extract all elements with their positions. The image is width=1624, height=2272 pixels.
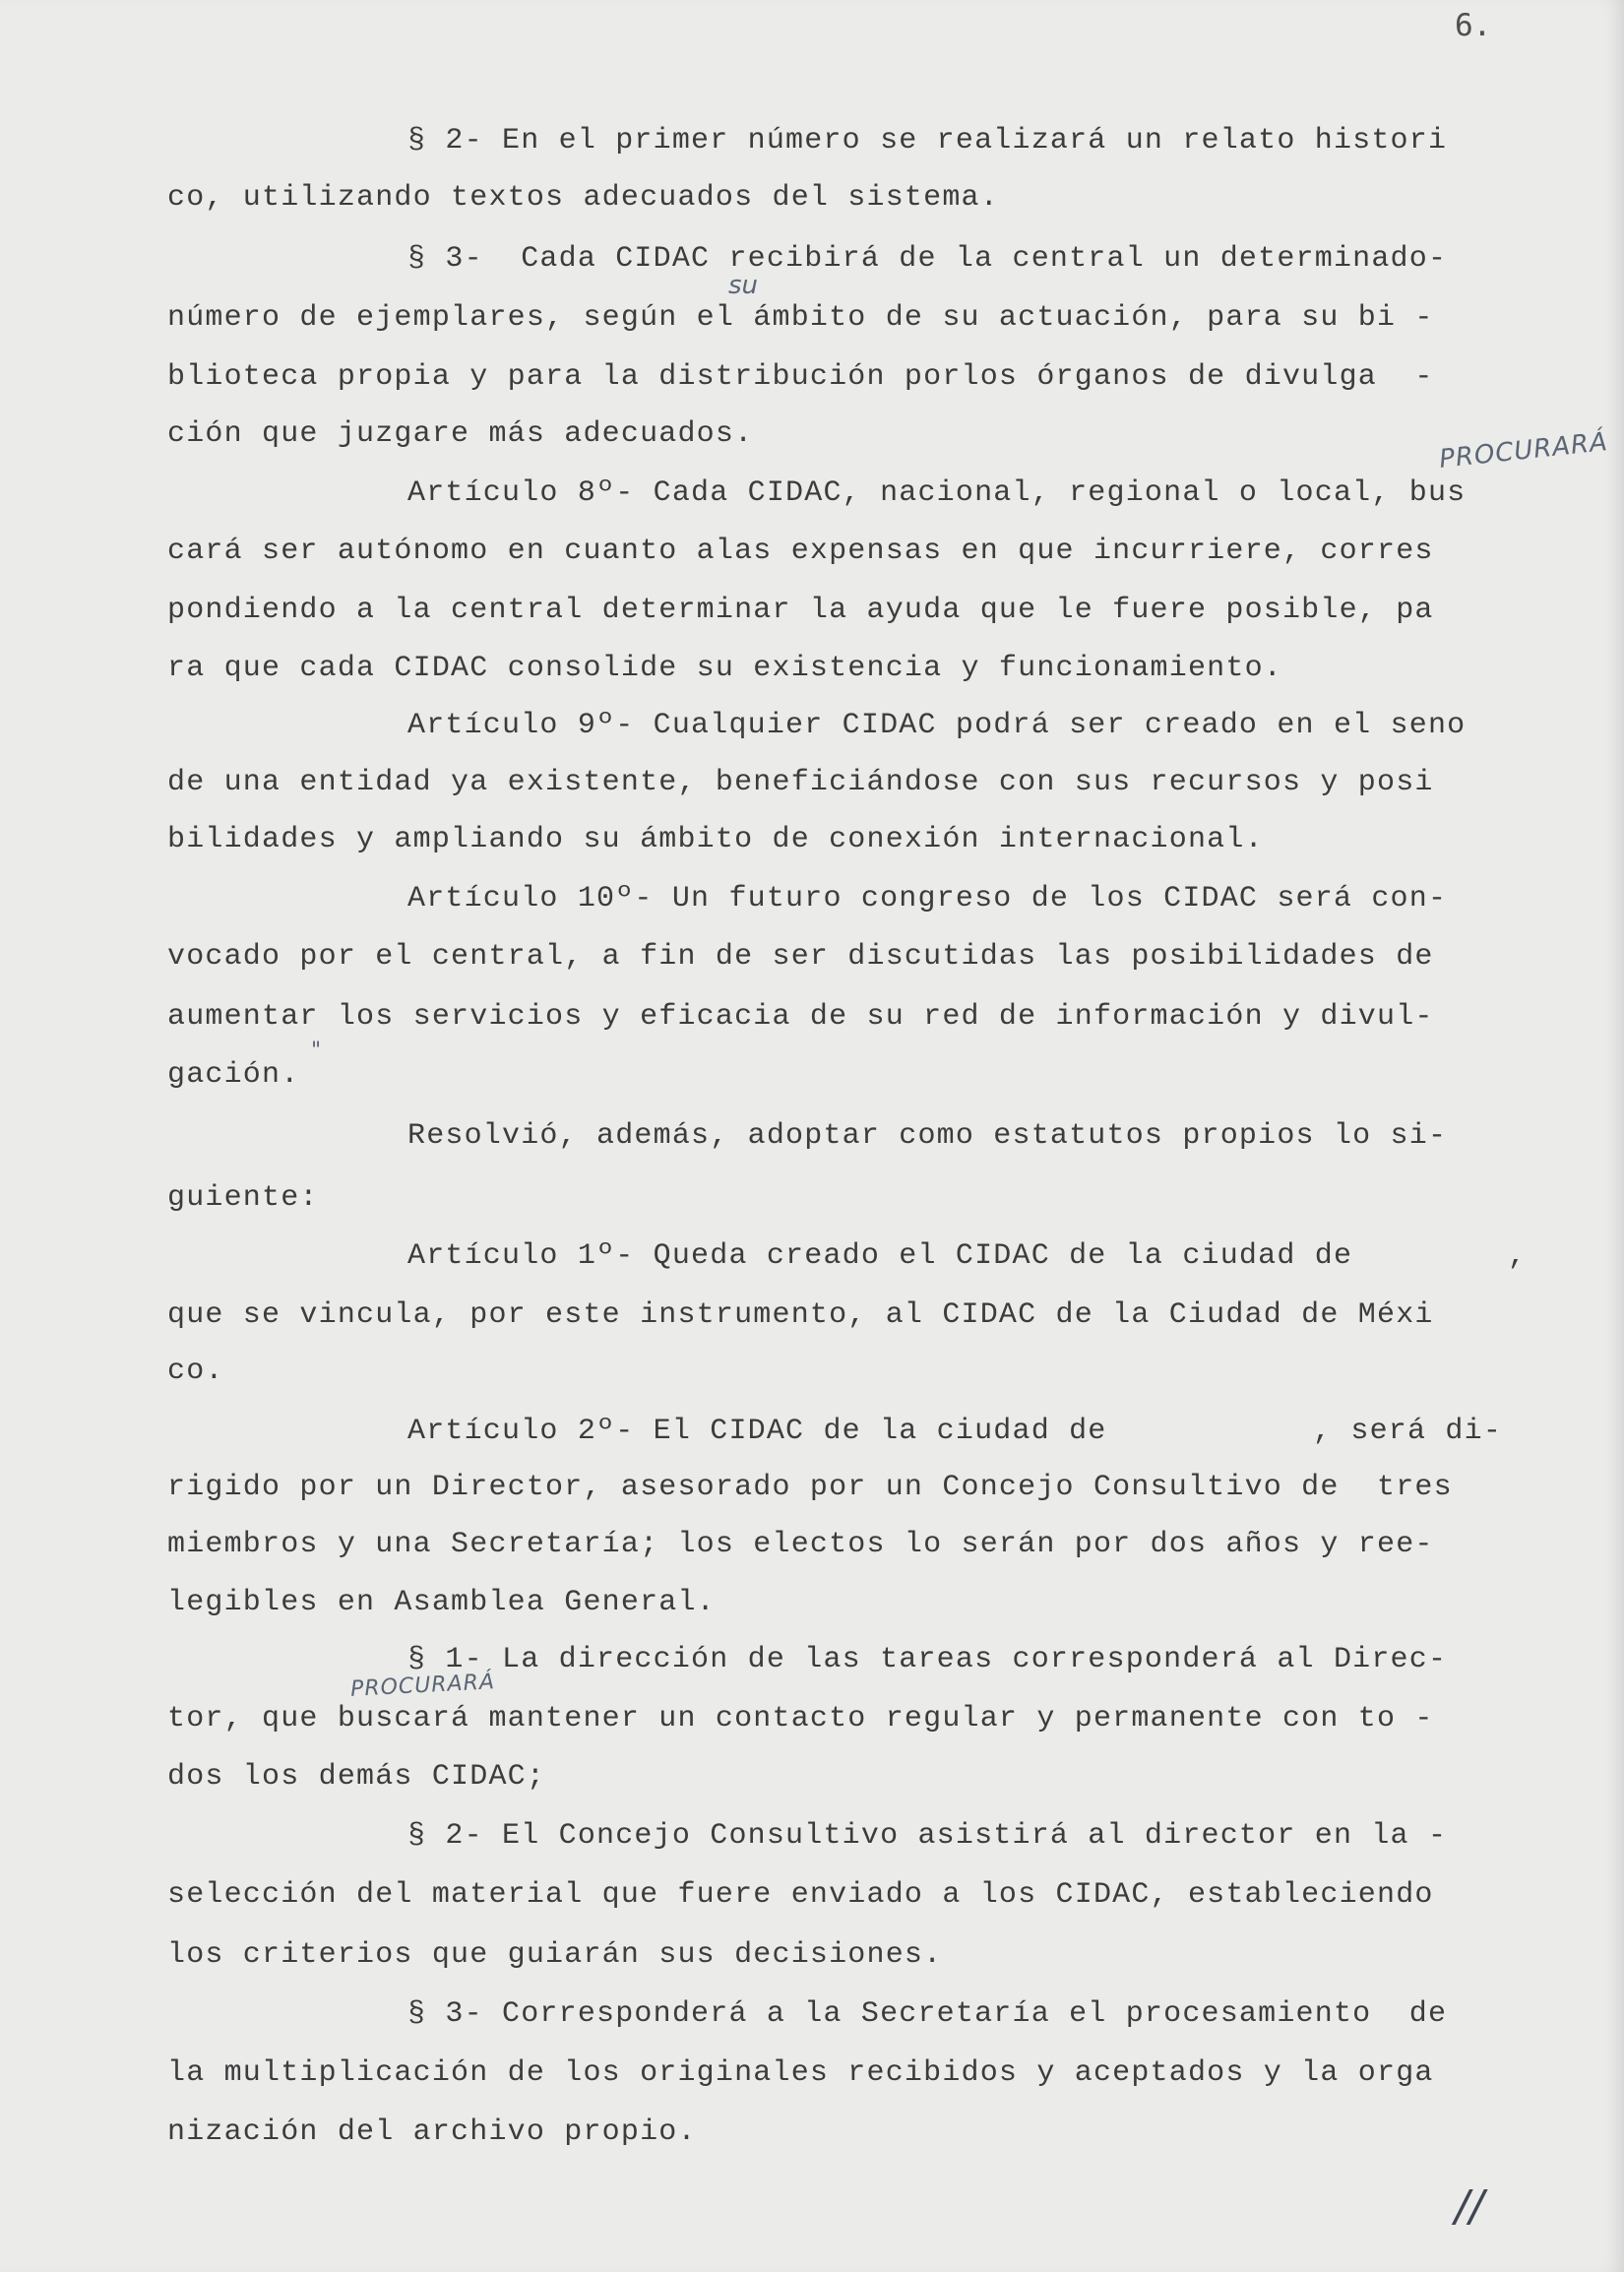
- handwritten-tick: ": [311, 1039, 322, 1063]
- text-line: § 3- Cada CIDAC recibirá de la central un determinado-: [407, 242, 1448, 276]
- text-line: miembros y una Secretaría; los electos lo serán por dos años y ree-: [167, 1528, 1434, 1561]
- text-line: selección del material que fuere enviado a los CIDAC, estableciendo: [167, 1878, 1434, 1912]
- text-line: nización del archivo propio.: [167, 2115, 697, 2149]
- text-line: que se vincula, por este instrumento, al CIDAC de la Ciudad de Méxi: [167, 1298, 1434, 1332]
- text-line: Artículo 10º- Un futuro congreso de los CIDAC será con-: [407, 882, 1448, 915]
- text-line: ción que juzgare más adecuados.: [167, 417, 754, 451]
- text-line: co.: [167, 1355, 224, 1388]
- text-line: de una entidad ya existente, beneficiándose con sus recursos y posi: [167, 766, 1434, 799]
- text-line: § 2- En el primer número se realizará un relato histori: [407, 124, 1448, 158]
- text-line: gación.: [167, 1058, 300, 1092]
- text-line: rigido por un Director, asesorado por un Concejo Consultivo de tres: [167, 1471, 1453, 1504]
- text-line: legibles en Asamblea General.: [167, 1586, 716, 1619]
- text-line: § 2- El Concejo Consultivo asistirá al director en la -: [407, 1819, 1448, 1853]
- text-line: vocado por el central, a fin de ser discutidas las posibilidades de: [167, 940, 1434, 974]
- text-line: bilidades y ampliando su ámbito de conexión internacional.: [167, 823, 1264, 856]
- text-line: Artículo 8º- Cada CIDAC, nacional, regional o local, bus: [407, 476, 1467, 510]
- handwritten-annotation: PROCURARÁ: [349, 1670, 496, 1702]
- text-line: Artículo 9º- Cualquier CIDAC podrá ser creado en el seno: [407, 709, 1467, 742]
- handwritten-annotation: PROCURARÁ: [1437, 427, 1610, 474]
- text-line: blioteca propia y para la distribución porlos órganos de divulga -: [167, 360, 1434, 394]
- handwritten-annotation: su: [728, 271, 759, 300]
- text-line: pondiendo a la central determinar la ayuda que le fuere posible, pa: [167, 594, 1434, 627]
- text-line-tail: , será di-: [1313, 1415, 1503, 1448]
- text-line: cará ser autónomo en cuanto alas expensas en que incurriere, corres: [167, 535, 1434, 568]
- continuation-mark: //: [1455, 2181, 1484, 2232]
- text-line: Artículo 2º- El CIDAC de la ciudad de: [407, 1415, 1107, 1448]
- text-line: la multiplicación de los originales recibidos y aceptados y la orga: [167, 2056, 1434, 2090]
- text-line: Artículo 1º- Queda creado el CIDAC de la ciudad de: [407, 1239, 1353, 1273]
- text-line: los criterios que guiarán sus decisiones.: [167, 1938, 943, 1972]
- text-line: § 3- Corresponderá a la Secretaría el procesamiento de: [407, 1997, 1448, 2031]
- text-line: guiente:: [167, 1181, 319, 1215]
- text-line: aumentar los servicios y eficacia de su red de información y divul-: [167, 1000, 1434, 1034]
- blank-field-comma: ,: [1508, 1239, 1528, 1273]
- text-line: número de ejemplares, según el ámbito de su actuación, para su bi -: [167, 301, 1434, 335]
- page-number: 6.: [1455, 8, 1492, 43]
- text-line: Resolvió, además, adoptar como estatutos propios lo si-: [407, 1119, 1448, 1153]
- text-line: co, utilizando textos adecuados del sistema.: [167, 181, 999, 215]
- text-line: dos los demás CIDAC;: [167, 1760, 546, 1794]
- text-line: tor, que buscará mantener un contacto regular y permanente con to -: [167, 1702, 1434, 1736]
- text-line: § 1- La dirección de las tareas corresponderá al Direc-: [407, 1643, 1448, 1676]
- text-line: ra que cada CIDAC consolide su existencia y funcionamiento.: [167, 652, 1282, 685]
